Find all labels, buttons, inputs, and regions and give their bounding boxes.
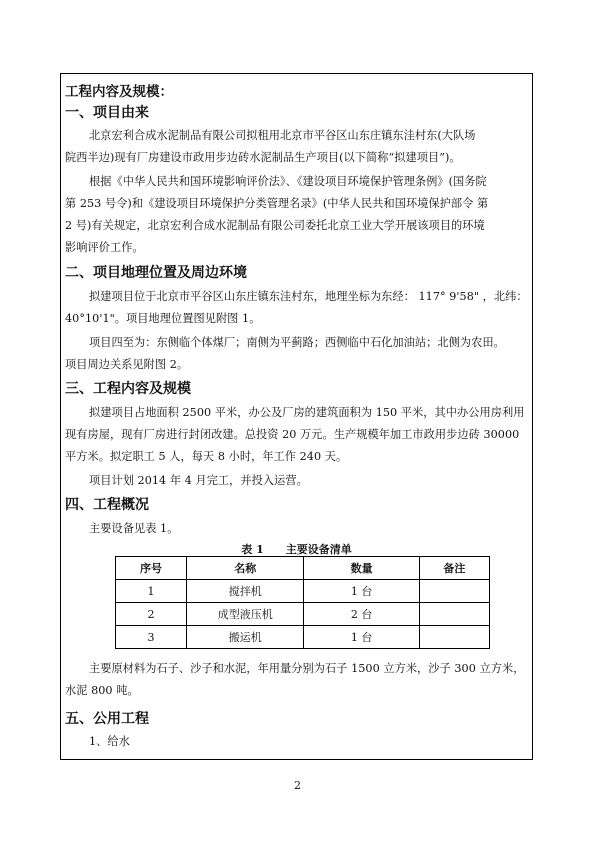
- table-cell: [419, 603, 489, 626]
- table-cell: 搅拌机: [187, 580, 304, 603]
- table-cell: 1 台: [304, 626, 419, 649]
- paragraph-line: 40°10'1"。项目地理位置图见附图 1。: [65, 312, 261, 325]
- table-caption: 表 1 主要设备清单: [241, 543, 352, 556]
- paragraph-line: 项目周边关系见附图 2。: [65, 358, 189, 371]
- paragraph-line: 1、给水: [89, 735, 130, 748]
- page-number: 2: [294, 779, 301, 792]
- table-cell: 1: [116, 580, 187, 603]
- table-cell: 成型液压机: [187, 603, 304, 626]
- table-cell: 1 台: [304, 580, 419, 603]
- table-cell: [419, 580, 489, 603]
- table-cell: 2: [116, 603, 187, 626]
- table-row: [116, 580, 490, 603]
- column-header: 序号: [116, 557, 187, 580]
- paragraph-line: 北京宏利合成水泥制品有限公司拟租用北京市平谷区山东庄镇东洼村东(大队场: [89, 129, 476, 142]
- column-header: 备注: [419, 557, 489, 580]
- equipment-table: [115, 556, 490, 649]
- section-3-title: 三、工程内容及规模: [65, 381, 191, 397]
- paragraph-line: 平方米。拟定职工 5 人，每天 8 小时，年工作 240 天。: [65, 450, 348, 463]
- header-label: 工程内容及规模：: [65, 84, 173, 100]
- section-5-title: 五、公用工程: [65, 711, 149, 727]
- paragraph-line: 主要原材料为石子、沙子和水泥，年用量分别为石子 1500 立方米，沙子 300 立方米，: [89, 662, 525, 675]
- paragraph-line: 现有房屋，现有厂房进行封闭改建。总投资 20 万元。生产规模年加工市政用步边砖 30000: [65, 428, 520, 441]
- paragraph-line: 2 号)有关规定，北京宏利合成水泥制品有限公司委托北京工业大学开展该项目的环境: [65, 219, 485, 232]
- paragraph-line: 拟建项目位于北京市平谷区山东庄镇东洼村东，地理坐标为东经： 117° 9'58" ，北纬：: [89, 290, 528, 303]
- paragraph-line: 根据《中华人民共和国环境影响评价法》、《建设项目环境保护管理条例》(国务院: [89, 175, 487, 188]
- paragraph-line: 院西半边)现有厂房建设市政用步边砖水泥制品生产项目(以下简称“拟建项目”)。: [65, 151, 461, 164]
- section-2-title: 二、项目地理位置及周边环境: [65, 265, 247, 281]
- paragraph-line: 影响评价工作。: [65, 241, 144, 254]
- column-header: 数量: [304, 557, 419, 580]
- table-cell: 搬运机: [187, 626, 304, 649]
- paragraph-line: 主要设备见表 1。: [89, 522, 179, 535]
- paragraph-line: 项目四至为：东侧临个体煤厂；南侧为平蓟路；西侧临中石化加油站；北侧为农田。: [89, 336, 505, 349]
- content-frame: [60, 73, 533, 760]
- table-header-row: [116, 557, 490, 580]
- table-cell: 2 台: [304, 603, 419, 626]
- paragraph-line: 拟建项目占地面积 2500 平米，办公及厂房的建筑面积为 150 平米，其中办公用房利用: [89, 406, 525, 419]
- section-1-title: 一、项目由来: [65, 105, 149, 121]
- table-row: [116, 603, 490, 626]
- table-row: [116, 626, 490, 649]
- section-4-title: 四、工程概况: [65, 497, 149, 513]
- paragraph-line: 项目计划 2014 年 4 月完工，并投入运营。: [89, 474, 308, 487]
- paragraph-line: 水泥 800 吨。: [65, 684, 139, 697]
- paragraph-line: 第 253 号令)和《建设项目环境保护分类管理名录》(中华人民共和国环境保护部令 第: [65, 197, 489, 210]
- table-cell: 3: [116, 626, 187, 649]
- table-cell: [419, 626, 489, 649]
- column-header: 名称: [187, 557, 304, 580]
